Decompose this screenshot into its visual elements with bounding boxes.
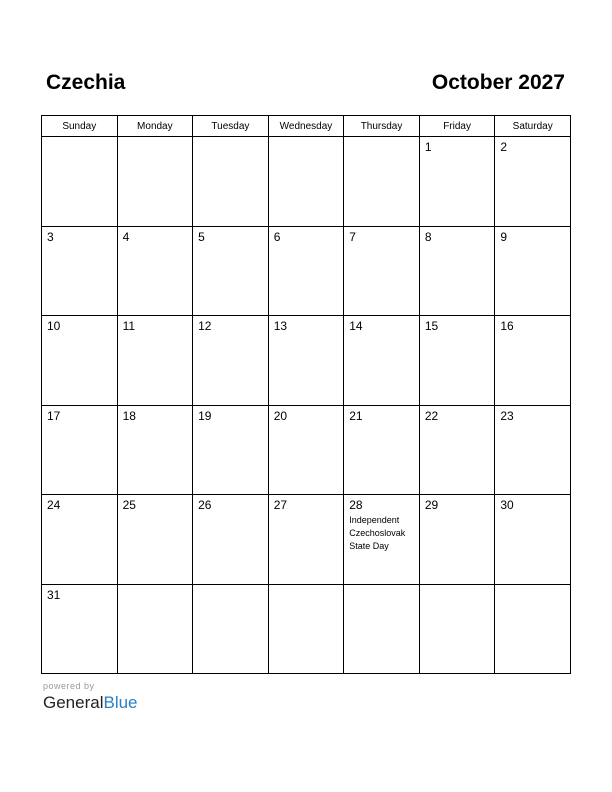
day-number: 27 — [273, 498, 288, 512]
day-cell — [117, 584, 193, 674]
day-number — [344, 585, 419, 588]
day-number — [495, 585, 570, 588]
day-number: 7 — [349, 229, 356, 244]
day-number: 13 — [273, 319, 288, 333]
day-cell — [42, 137, 118, 227]
day-number: 4 — [122, 229, 130, 244]
week-row — [42, 584, 571, 674]
day-number — [344, 137, 419, 140]
day-number: 11 — [122, 319, 136, 333]
day-cell — [117, 495, 193, 585]
weekday-sunday: Sunday — [42, 116, 118, 137]
day-cell — [193, 584, 269, 674]
day-cell — [495, 405, 571, 495]
powered-by-text: powered by — [43, 681, 95, 691]
day-cell — [344, 226, 420, 316]
day-cell — [117, 316, 193, 406]
weekday-saturday: Saturday — [495, 116, 571, 137]
day-number: 10 — [47, 319, 61, 333]
day-number: 21 — [349, 408, 363, 423]
day-cell — [419, 584, 495, 674]
day-number: 6 — [273, 229, 281, 244]
day-number: 28 — [349, 498, 363, 512]
day-cell — [193, 405, 269, 495]
weekday-monday: Monday — [117, 116, 193, 137]
day-number — [193, 137, 268, 140]
day-cell — [495, 226, 571, 316]
calendar-country-title: Czechia — [46, 71, 126, 94]
day-cell — [117, 405, 193, 495]
week-row — [42, 137, 571, 227]
day-cell — [42, 226, 118, 316]
day-cell — [42, 405, 118, 495]
day-number: 9 — [500, 229, 508, 244]
day-cell — [117, 226, 193, 316]
day-number — [420, 585, 495, 588]
day-cell — [495, 137, 571, 227]
day-cell — [268, 584, 344, 674]
day-number: 3 — [47, 229, 54, 244]
calendar-grid — [41, 115, 571, 674]
brand-name-part1: General — [43, 693, 104, 712]
day-number: 26 — [198, 498, 212, 512]
day-cell — [495, 316, 571, 406]
day-cell — [268, 405, 344, 495]
day-cell — [193, 226, 269, 316]
day-number — [269, 585, 344, 588]
day-number: 5 — [198, 229, 205, 244]
day-cell — [193, 137, 269, 227]
day-cell — [344, 495, 420, 585]
day-cell — [419, 405, 495, 495]
day-number: 15 — [424, 319, 439, 333]
footer-brand — [43, 681, 138, 713]
day-number: 31 — [47, 587, 61, 602]
day-cell — [193, 316, 269, 406]
day-number: 30 — [500, 498, 514, 512]
day-cell — [495, 584, 571, 674]
day-number: 20 — [273, 408, 288, 423]
weekday-wednesday: Wednesday — [268, 116, 344, 137]
day-cell — [268, 495, 344, 585]
day-cell — [419, 226, 495, 316]
day-number: 23 — [500, 408, 514, 423]
brand-logo — [43, 693, 138, 713]
week-row — [42, 226, 571, 316]
day-number — [269, 137, 344, 140]
day-cell — [344, 405, 420, 495]
day-cell — [419, 316, 495, 406]
week-row — [42, 495, 571, 585]
day-cell — [117, 137, 193, 227]
week-row — [42, 316, 571, 406]
day-number: 25 — [122, 498, 136, 512]
day-number: 2 — [500, 140, 508, 154]
day-number: 12 — [198, 319, 212, 333]
day-number: 8 — [424, 229, 432, 244]
day-number: 19 — [198, 408, 212, 423]
day-number: 1 — [424, 140, 432, 154]
day-number: 17 — [47, 408, 61, 423]
weekday-tuesday: Tuesday — [193, 116, 269, 137]
day-number: 24 — [47, 498, 61, 512]
day-cell — [419, 137, 495, 227]
day-number: 18 — [122, 408, 136, 423]
calendar-month-title: October 2027 — [431, 71, 565, 94]
weekday-friday: Friday — [419, 116, 495, 137]
day-cell — [344, 316, 420, 406]
day-cell — [42, 495, 118, 585]
week-row — [42, 405, 571, 495]
day-cell — [268, 316, 344, 406]
day-number — [42, 137, 117, 140]
brand-name-part2: Blue — [103, 693, 138, 712]
day-number: 16 — [500, 319, 514, 333]
day-number: 29 — [424, 498, 439, 512]
day-number — [118, 585, 193, 588]
day-number: 14 — [349, 319, 363, 333]
day-number — [193, 585, 268, 588]
day-cell — [193, 495, 269, 585]
holiday-label: Independent Czechoslovak State Day — [349, 515, 406, 551]
weekday-header-row — [42, 116, 571, 137]
day-cell — [268, 226, 344, 316]
day-cell — [344, 584, 420, 674]
weekday-thursday: Thursday — [344, 116, 420, 137]
day-cell — [419, 495, 495, 585]
day-number: 22 — [424, 408, 439, 423]
day-cell — [42, 316, 118, 406]
day-cell — [344, 137, 420, 227]
day-number — [118, 137, 193, 140]
day-cell — [42, 584, 118, 674]
day-cell — [495, 495, 571, 585]
day-cell — [268, 137, 344, 227]
